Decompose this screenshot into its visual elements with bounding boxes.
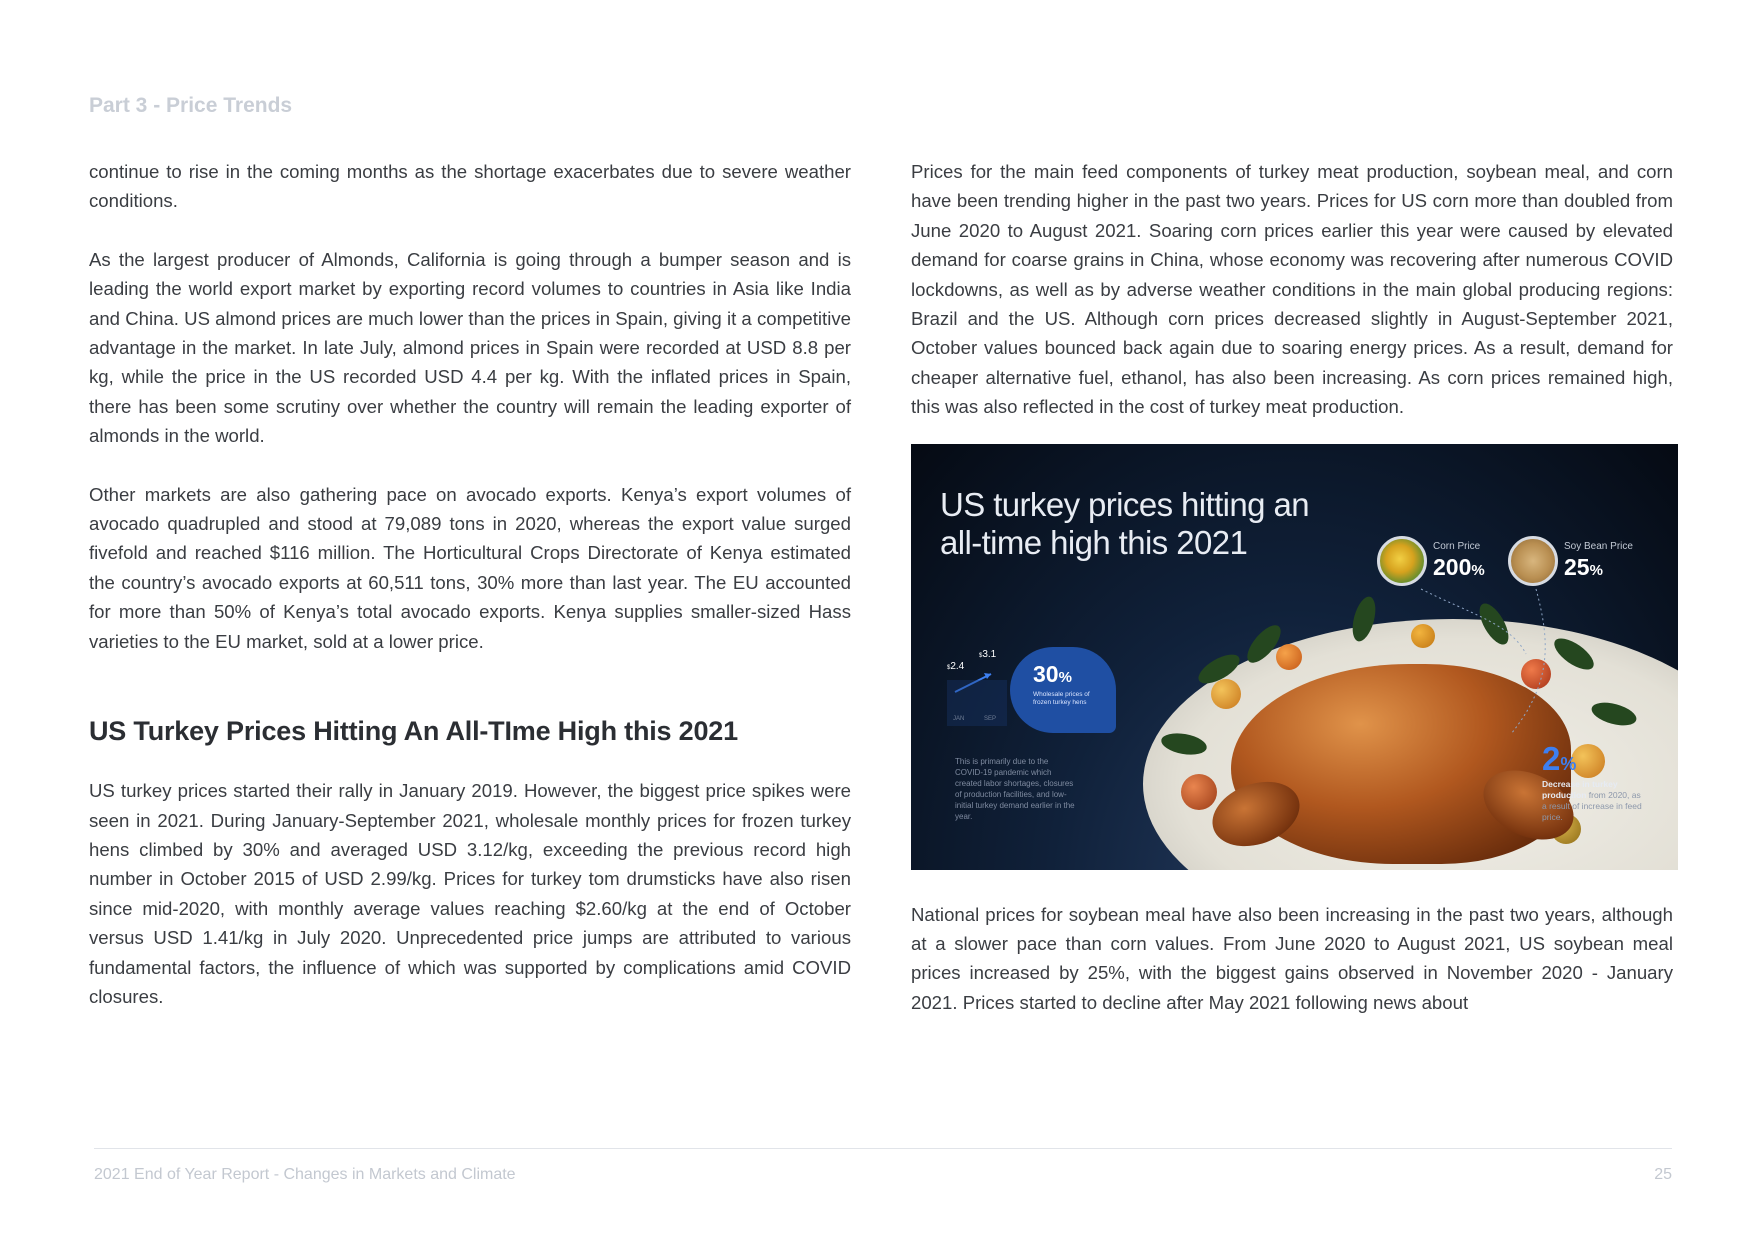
paragraph: Other markets are also gathering pace on avocado exports. Kenya’s export volumes of avocado quadrupled and stood at 79,089 tons in 2020, whereas the export value surged fivefold and reached $116 million. The Horticultural Crops Directorate of Kenya estimated the country’s avocado exports at 60,511 tons, 30% more than last year. The EU accounted for more than 50% of Kenya’s total avocado exports. Kenya supplies smaller-sized Hass varieties to the EU market, sold at a lower price. xyxy=(89,483,851,652)
page-number: 25 xyxy=(1654,1166,1672,1183)
corn-price-value: 200% xyxy=(1433,553,1485,580)
soy-price-label: Soy Bean Price xyxy=(1564,540,1633,552)
paragraph: US turkey prices started their rally in January 2019. However, the biggest price spikes were seen in 2021. During January-September 2021, wholesale monthly prices for frozen turkey hens climbed by 30% and averaged USD 3.12/kg, exceeding the previous record high number in October 2015 of USD 2.99/kg. Prices for turkey tom drumsticks have also risen since mid-2020, with monthly average values reaching $2.60/kg at the end of October versus USD 1.41/kg in July 2020. Unprecedented price jumps are attributed to various fundamental factors, the influence of which was supported by complications amid COVID closures. xyxy=(89,780,851,1007)
right-column xyxy=(911,157,1673,1017)
left-column xyxy=(89,157,851,1011)
corn-price-label: Corn Price xyxy=(1433,540,1481,552)
paragraph: Prices for the main feed components of turkey meat production, soybean meal, and corn have been trending higher in the past two years. Prices for US corn more than doubled from June 2020 to August 2021. Soaring corn prices earlier this year were caused by elevated demand for coarse grains in China, whose economy was recovering after numerous COVID lockdowns, as well as by adverse weather conditions in the main global producing regions: Brazil and the US. Although corn prices decreased slightly in August-September 2021, October values bounced back again due to soaring energy prices. As a result, demand for cheaper alternative fuel, ethanol, has also been increasing. As corn prices remained high, this was also reflected in the cost of turkey meat production. xyxy=(911,161,1673,418)
section-label: Part 3 - Price Trends xyxy=(89,94,293,117)
paragraph: continue to rise in the coming months as the shortage exacerbates due to severe weather conditions. xyxy=(89,161,851,212)
paragraph: As the largest producer of Almonds, California is going through a bumper season and is leading the world export market by exporting record volumes to countries in Asia like India and China. US almond prices are much lower than the prices in Spain, giving it a competitive advantage in the market. In late July, almond prices in Spain were recorded at USD 8.8 per kg, while the price in the US recorded USD 4.4 per kg. With the inflated prices in Spain, there has been some scrutiny over whether the country will remain the leading exporter of almonds in the world. xyxy=(89,248,851,447)
turkey-infographic xyxy=(911,444,1678,870)
footer-title: 2021 End of Year Report - Changes in Markets and Climate xyxy=(94,1166,516,1183)
production-decrease-text: Decrease in turkey production from 2020, as a result of increase in feed price. xyxy=(1542,778,1642,822)
footer-divider xyxy=(94,1148,1672,1149)
mini-start-value: $2.4 xyxy=(947,660,965,672)
bubble-text: Wholesale prices of frozen turkey hens xyxy=(1033,690,1090,706)
stat-bubble xyxy=(1010,647,1116,733)
soy-price-value: 25% xyxy=(1564,553,1603,580)
infographic-title: US turkey prices hitting an all-time high this 2021 xyxy=(940,485,1309,561)
mini-end-value: $3.1 xyxy=(979,648,997,660)
left-note: This is primarily due to the COVID-19 pandemic which created labor shortages, closures of production facilities, and low-initial turkey demand earlier in the year. xyxy=(955,756,1075,821)
paragraph: National prices for soybean meal have also been increasing in the past two years, although at a slower pace than corn values. From June 2020 to August 2021, US soybean meal prices increased by 25%, with the biggest gains observed in November 2020 - January 2021. Prices started to decline after May 2021 following news about xyxy=(911,903,1673,1013)
bubble-value: 30% xyxy=(1033,660,1072,687)
production-decrease-value: 2% xyxy=(1542,739,1577,777)
mini-axis-start: JAN xyxy=(953,715,965,722)
mini-axis-end: SEP xyxy=(984,715,997,722)
section-heading: US Turkey Prices Hitting An All-TIme High this 2021 xyxy=(89,716,738,747)
